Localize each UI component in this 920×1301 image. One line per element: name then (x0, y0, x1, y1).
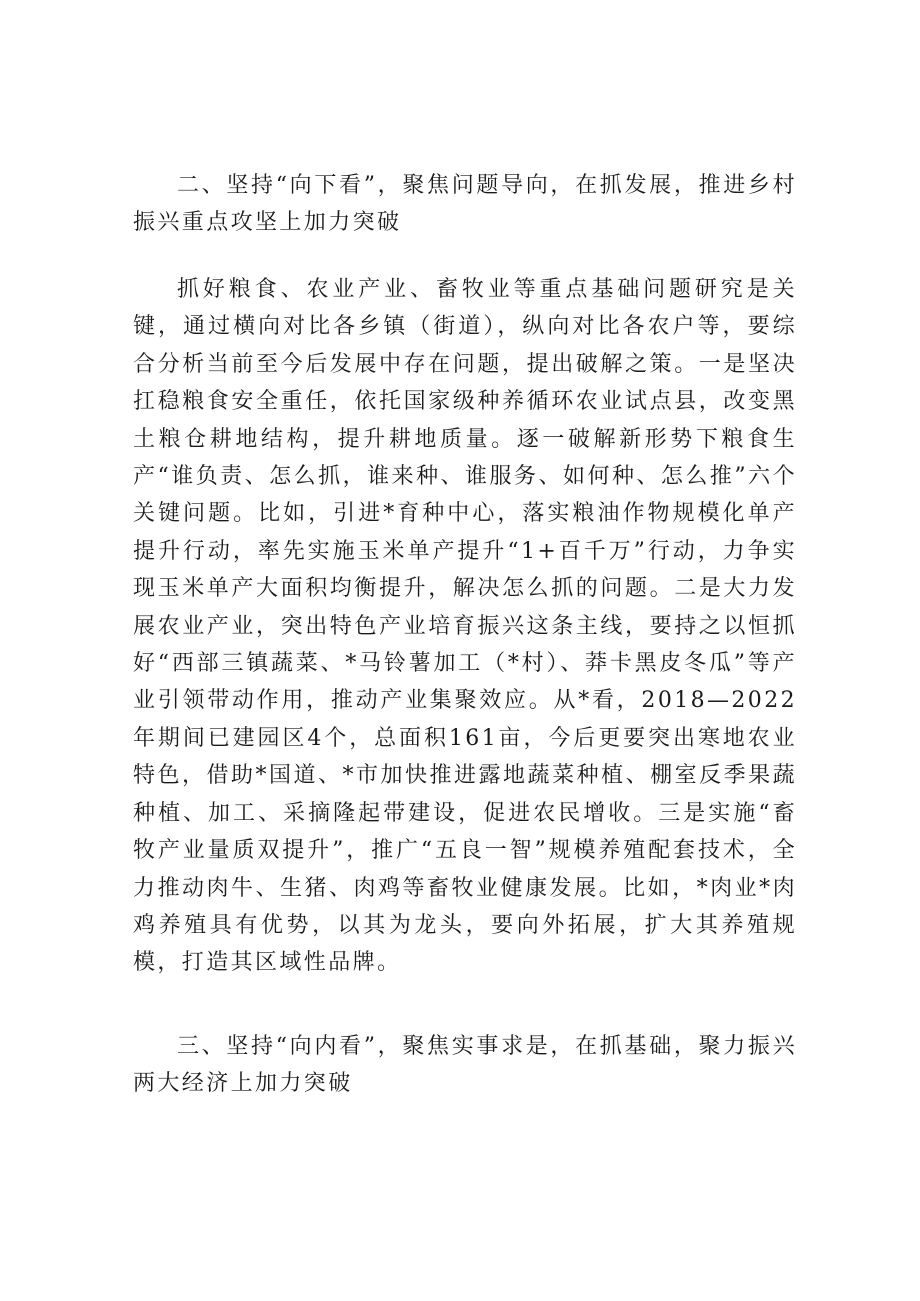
section-heading-three: 三、坚持“向内看”，聚焦实事求是，在抓基础，聚力振兴两大经济上加力突破 (133, 1034, 797, 1097)
body-paragraph: 抓好粮食、农业产业、畜牧业等重点基础问题研究是关键，通过横向对比各乡镇（街道），纵向对比各农户等，要综合分析当前至今后发展中存在问题，提出破解之策。一是坚决扛稳粮食安全重任，依托国家级种养循环农业试点县，改变黑土粮仓耕地结构，提升耕地质量。逐一破解新形势下粮食生产“谁负责、怎么抓，谁来种、谁服务、如何种、怎么推”六个关键问题。比如，引进*育种中心，落实粮油作物规模化单产提升行动，率先实施玉米单产提升“1+百千万”行动，力争实现玉米单产大面积均衡提升，解决怎么抓的问题。二是大力发展农业产业，突出特色产业培育振兴这条主线，要持之以恒抓好“西部三镇蔬菜、*马铃薯加工（*村）、莽卡黑皮冬瓜”等产业引领带动作用，推动产业集聚效应。从*看，2018—2022年期间已建园区4个，总面积161亩，今后更要突出寒地农业特色，借助*国道、*市加快推进露地蔬菜种植、棚室反季果蔬种植、加工、采摘隆起带建设，促进农民增收。三是实施“畜牧产业量质双提升”，推广“五良一智”规模养殖配套技术，全力推动肉牛、生猪、肉鸡等畜牧业健康发展。比如，*肉业*肉鸡养殖具有优势，以其为龙头，要向外拓展，扩大其养殖规模，打造其区域性品牌。 (133, 277, 797, 976)
section-heading-two: 二、坚持“向下看”，聚焦问题导向，在抓发展，推进乡村振兴重点攻坚上加力突破 (133, 173, 797, 236)
